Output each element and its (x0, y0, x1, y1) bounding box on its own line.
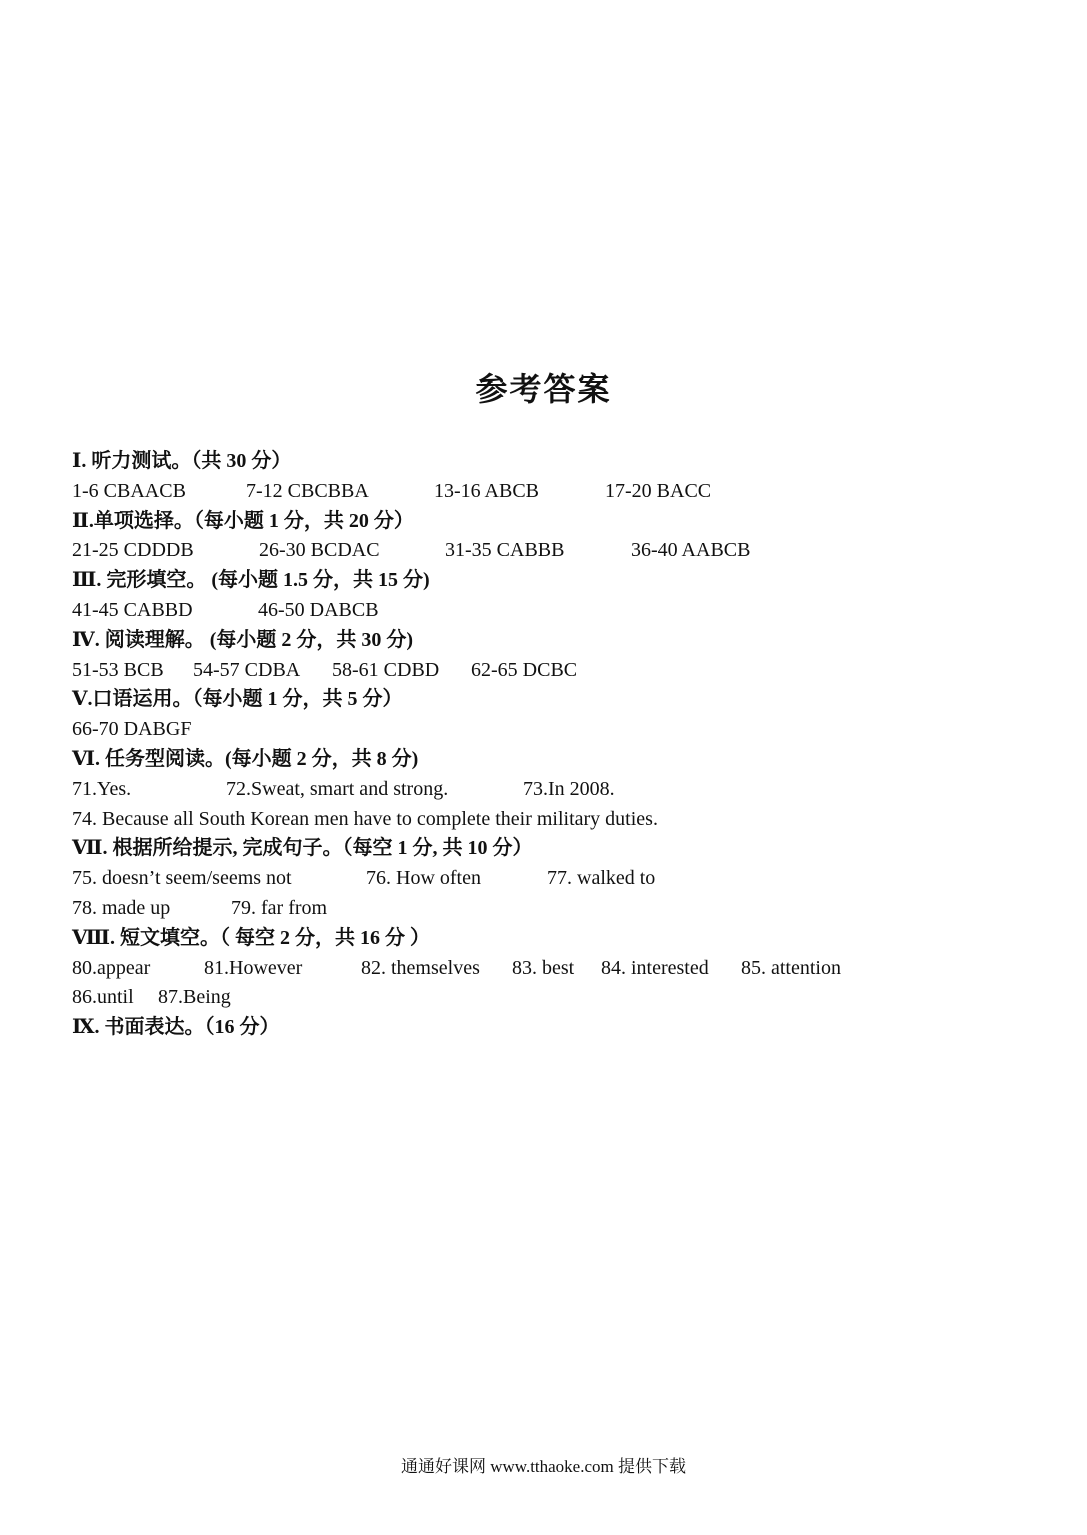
answer-row (72, 805, 1032, 835)
answer-item: 83. best (512, 956, 575, 979)
page-title: 参考答案 (475, 371, 612, 407)
footer-credit: 通通好课网 www.tthaoke.com 提供下载 (400, 1457, 687, 1476)
answer-row (72, 983, 1032, 1013)
answer-item: 41-45 CABBD (72, 598, 193, 621)
section-heading-sentence-completion: Ⅶ. 根据所给提示, 完成句子。（每空 1 分, 共 10 分） (72, 837, 533, 860)
answer-item: 75. doesn’t seem/seems not (72, 867, 292, 890)
answer-item: 26-30 BCDAC (259, 539, 380, 562)
answer-item: 86.until (72, 986, 134, 1009)
answer-item: 46-50 DABCB (258, 598, 379, 621)
answer-row (72, 894, 1032, 924)
answer-item: 17-20 BACC (605, 479, 712, 502)
answer-row (72, 596, 1032, 626)
section-heading-listening: Ⅰ. 听力测试。（共 30 分） (72, 450, 292, 472)
answer-item: 85. attention (741, 956, 841, 979)
section-heading-passage-fill: Ⅷ. 短文填空。（ 每空 2 分，共 16 分 ） (72, 926, 430, 949)
answer-item: 76. How often (366, 867, 481, 890)
answer-item: 74. Because all South Korean men have to complete their military duties. (72, 807, 658, 830)
answer-item: 13-16 ABCB (434, 479, 540, 502)
answer-key (72, 447, 1032, 1043)
answer-item: 80.appear (72, 956, 151, 979)
answer-row (72, 656, 1032, 686)
answer-item: 72.Sweat, smart and strong. (226, 777, 449, 800)
answer-item: 51-53 BCB (72, 658, 164, 681)
answer-item: 1-6 CBAACB (72, 479, 186, 502)
answer-item: 82. themselves (361, 956, 480, 979)
answer-row (72, 864, 1032, 894)
answer-row (72, 715, 1032, 745)
answer-item: 84. interested (601, 956, 709, 979)
answer-row (72, 477, 1032, 507)
answer-row (72, 536, 1032, 566)
answer-item: 54-57 CDBA (193, 658, 301, 681)
section-heading-task-reading: Ⅵ. 任务型阅读。(每小题 2 分，共 8 分) (72, 747, 419, 770)
answer-item: 21-25 CDDDB (72, 539, 194, 562)
answer-item: 7-12 CBCBBA (246, 479, 369, 502)
section-heading-single-choice: Ⅱ.单项选择。（每小题 1 分，共 20 分） (72, 509, 414, 532)
answer-item: 62-65 DCBC (471, 658, 578, 681)
answer-item: 73.In 2008. (523, 777, 615, 800)
answer-item: 36-40 AABCB (631, 539, 751, 562)
answer-item: 81.However (204, 956, 303, 979)
answer-item: 58-61 CDBD (332, 658, 440, 681)
answer-item: 79. far from (231, 896, 328, 919)
section-heading-writing: Ⅸ. 书面表达。（16 分） (72, 1016, 280, 1039)
answer-item: 66-70 DABGF (72, 718, 192, 741)
answer-item: 71.Yes. (72, 777, 132, 800)
answer-item: 78. made up (72, 896, 171, 919)
answer-item: 77. walked to (547, 867, 656, 890)
section-heading-reading: Ⅳ. 阅读理解。 (每小题 2 分，共 30 分) (72, 628, 414, 651)
section-heading-speaking: Ⅴ.口语运用。（每小题 1 分，共 5 分） (72, 688, 403, 711)
answer-item: 87.Being (158, 986, 231, 1009)
answer-item: 31-35 CABBB (445, 539, 565, 562)
answer-row (72, 775, 1032, 805)
answer-row (72, 954, 1032, 984)
section-heading-cloze: Ⅲ. 完形填空。 (每小题 1.5 分，共 15 分) (72, 569, 430, 592)
